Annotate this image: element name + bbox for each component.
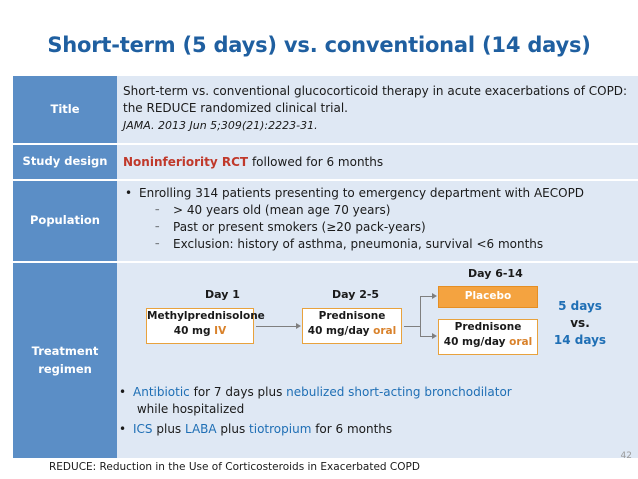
box2-route: oral xyxy=(373,325,397,337)
treatment-bullet-2: • ICS plus LABA plus tiotropium for 6 months xyxy=(119,422,393,436)
label-design: Study design xyxy=(13,145,117,179)
box4-line1: Prednisone xyxy=(454,321,522,333)
day1-label: Day 1 xyxy=(205,288,240,301)
bullet2-plus2: plus xyxy=(216,422,250,436)
row-treatment xyxy=(13,263,638,458)
day2-label: Day 2-5 xyxy=(332,288,380,301)
branch-vertical xyxy=(420,296,421,336)
population-sub-bullet: – Past or present smokers (≥20 pack-years) xyxy=(155,220,426,234)
ics-text: ICS xyxy=(133,422,153,436)
study-title-text: Short-term vs. conventional glucocorticoid therapy in acute exacerbations of COPD: the REDUCE randomized clinical trial. xyxy=(123,84,628,115)
arrow-prednisone xyxy=(420,336,435,337)
label-treatment xyxy=(13,263,117,458)
bronchodilator-text: nebulized short-acting bronchodilator xyxy=(286,385,512,399)
tiotropium-text: tiotropium xyxy=(249,422,312,436)
treatment-bullets xyxy=(117,384,617,438)
arrow-1 xyxy=(256,326,299,327)
population-sub-bullet: – Exclusion: history of asthma, pneumonia, survival <6 months xyxy=(155,237,544,251)
placebo-box: Placebo xyxy=(438,286,538,308)
comparison-short: 5 days xyxy=(558,299,602,313)
treatment-bullet-1: • Antibiotic for 7 days plus nebulized short-acting bronchodilator while hospitalized xyxy=(119,385,512,416)
study-table xyxy=(13,76,638,458)
arrow-placebo xyxy=(420,296,435,297)
day3-label: Day 6-14 xyxy=(468,267,523,280)
slide-title: Short-term (5 days) vs. conventional (14 days) xyxy=(47,33,591,57)
footer-note: REDUCE: Reduction in the Use of Corticosteroids in Exacerbated COPD xyxy=(49,461,420,473)
bullet2-end: for 6 months xyxy=(311,422,393,436)
bullet1-mid: for 7 days plus xyxy=(189,385,287,399)
box1-route: IV xyxy=(214,325,227,337)
prednisone-box xyxy=(302,308,402,344)
label-title: Title xyxy=(13,76,117,143)
comparison-vs: vs. xyxy=(570,316,590,330)
population-sub-item: Past or present smokers (≥20 pack-years) xyxy=(173,220,426,234)
cell-population xyxy=(117,181,638,261)
cell-treatment xyxy=(117,263,638,458)
box4-route: oral xyxy=(509,336,533,348)
box4-dose: 40 mg/day xyxy=(443,336,510,348)
page-number: 42 xyxy=(620,451,632,461)
box1-line1: Methylprednisolone xyxy=(147,310,265,322)
population-sub-bullet: – > 40 years old (mean age 70 years) xyxy=(155,203,391,217)
label-population: Population xyxy=(13,181,117,261)
cell-title xyxy=(117,76,638,143)
citation: JAMA. 2013 Jun 5;309(21):2223-31. xyxy=(123,119,318,132)
box2-dose: 40 mg/day xyxy=(307,325,374,337)
row-population xyxy=(13,181,638,261)
population-sub-item: > 40 years old (mean age 70 years) xyxy=(173,203,391,217)
box1-line2 xyxy=(147,324,253,339)
population-main-bullet: • Enrolling 314 patients presenting to emergency department with AECOPD xyxy=(125,186,585,200)
laba-text: LABA xyxy=(184,422,217,436)
label-treatment-text: Treatment regimen xyxy=(31,344,99,376)
population-sub-item: Exclusion: history of asthma, pneumonia, survival <6 months xyxy=(173,237,544,251)
cell-design xyxy=(117,145,638,179)
comparison-long: 14 days xyxy=(553,333,607,347)
row-design xyxy=(13,145,638,179)
comparison-label xyxy=(550,298,610,349)
design-highlight: Noninferiority RCT xyxy=(123,154,249,169)
design-rest: followed for 6 months xyxy=(248,154,384,169)
bullet1-end: while hospitalized xyxy=(133,402,245,416)
bullet2-plus1: plus xyxy=(152,422,185,436)
prednisone-continued-box xyxy=(438,319,538,355)
methylprednisolone-box xyxy=(146,308,265,344)
row-title xyxy=(13,76,638,143)
antibiotic-text: Antibiotic xyxy=(133,385,190,399)
population-main: Enrolling 314 patients presenting to emergency department with AECOPD xyxy=(139,186,585,200)
box1-dose: 40 mg xyxy=(173,325,215,337)
branch-stem xyxy=(404,326,420,327)
box2-line1: Prednisone xyxy=(318,310,386,322)
box2-line2 xyxy=(303,324,401,339)
box4-line2 xyxy=(439,335,537,350)
